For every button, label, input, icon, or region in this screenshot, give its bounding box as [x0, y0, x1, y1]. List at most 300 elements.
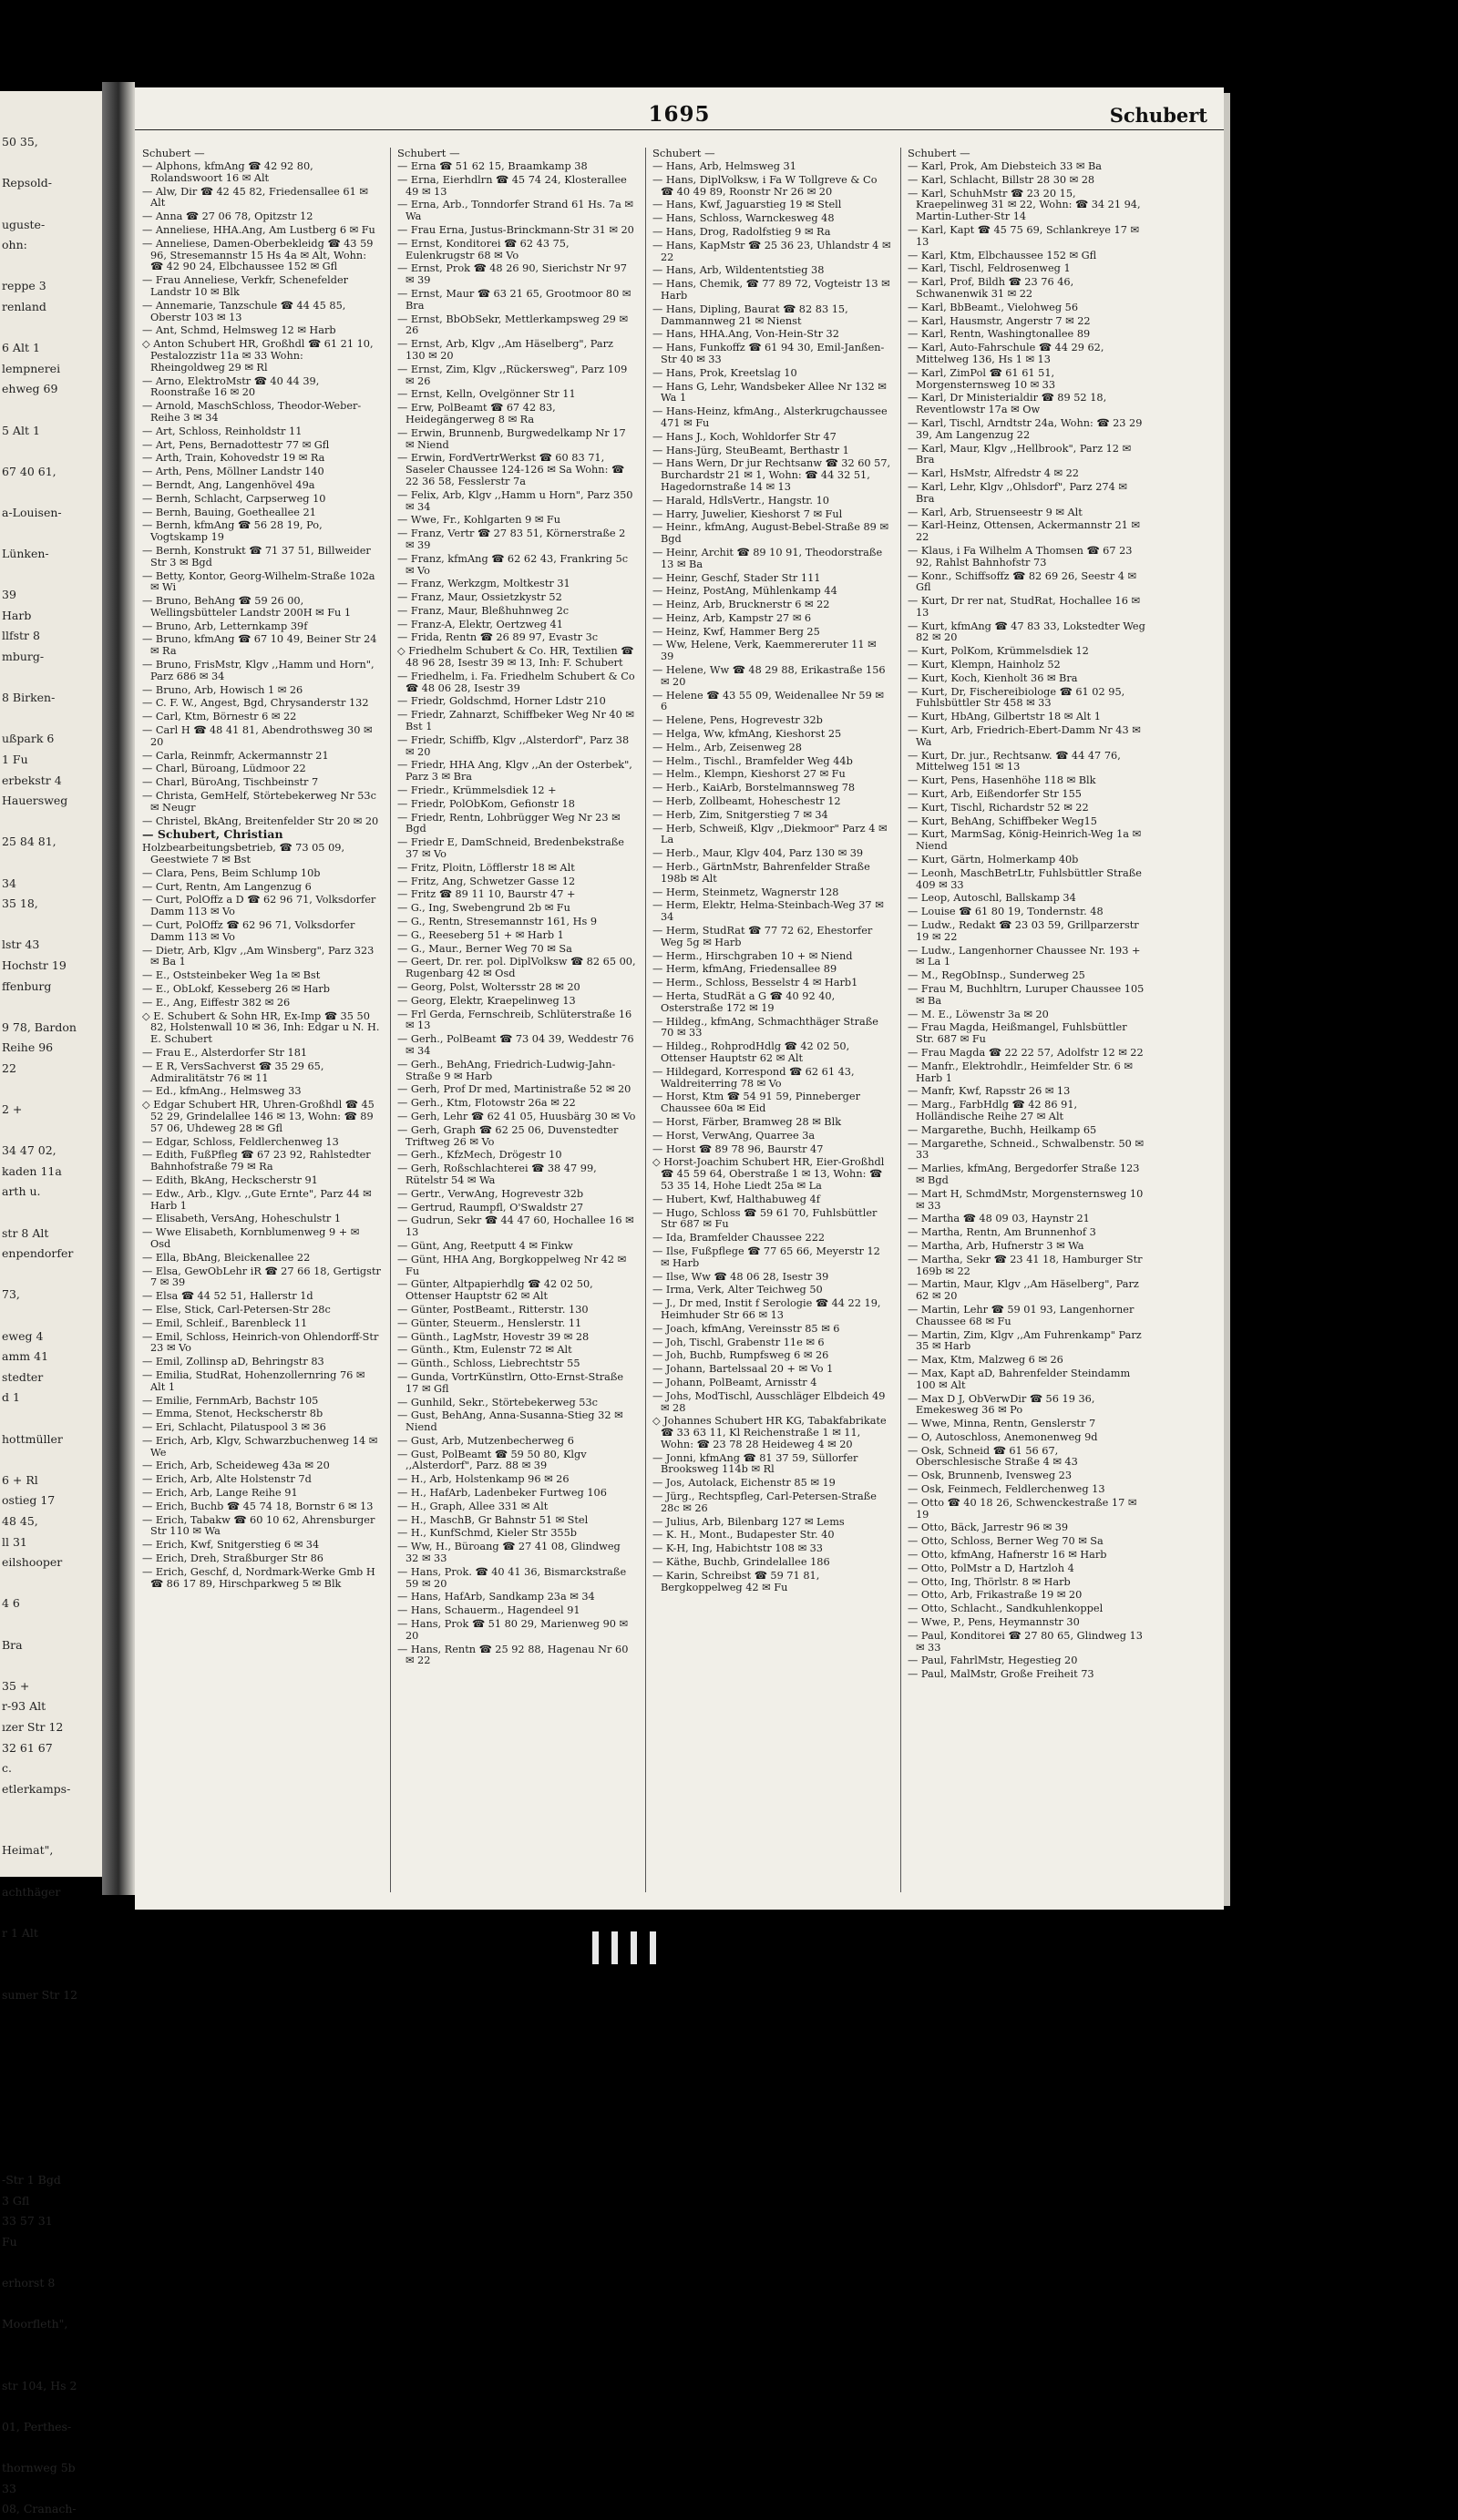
directory-entry: — Friedr, Goldschmd, Horner Ldstr 210 — [397, 695, 606, 708]
directory-entry: — Manfr., Elektrohdlr., Heimfelder Str. 6 ✉ Harb 1 — [908, 1060, 1133, 1084]
directory-entry: — Herb, Zim, Snitgerstieg 7 ✉ 34 — [652, 808, 828, 821]
directory-entry: — Hans, Prok ☎ 51 80 29, Marienweg 90 ✉ 20 — [397, 1618, 629, 1642]
directory-entry: — Hans, DiplVolksw, i Fa W Tollgreve & Co ☎ 40 49 89, Roonstr Nr 26 ✉ 20 — [652, 173, 878, 198]
directory-entry: — Paul, MalMstr, Große Freiheit 73 — [908, 1668, 1094, 1681]
directory-entry: — Hans, HHA.Ang, Von-Hein-Str 32 — [652, 328, 839, 341]
directory-entry: — Heinr, Archit ☎ 89 10 91, Theodorstraße 13 ✉ Ba — [652, 546, 883, 570]
directory-entry: — Heinz, Arb, Brucknerstr 6 ✉ 22 — [652, 599, 830, 611]
left-page-fragment: Fu — [2, 2234, 17, 2249]
left-page-fragment: 48 45, — [2, 1513, 38, 1528]
directory-entry: — Martha, Sekr ☎ 23 41 18, Hamburger Str 169b ✉ 22 — [908, 1253, 1143, 1277]
left-page-fragment: lempnerei — [2, 361, 61, 375]
book-spine — [102, 82, 135, 1895]
directory-entry: — Paul, FahrlMstr, Hegestieg 20 — [908, 1654, 1078, 1667]
left-page-fragment: eilshooper — [2, 1555, 63, 1570]
directory-entry: — Hildeg., RohprodHdlg ☎ 42 02 50, Ottenser Hauptstr 62 ✉ Alt — [652, 1040, 850, 1064]
directory-entry: — Emilia, StudRat, Hohenzollernring 76 ✉ Alt 1 — [142, 1368, 365, 1393]
directory-entry: — Georg, Elektr, Kraepelinweg 13 — [397, 994, 576, 1007]
left-page-fragment — [0, 565, 102, 586]
directory-entry: — Charl, BüroAng, Tischbeinstr 7 — [142, 776, 319, 789]
directory-entry: — Emilie, FernmArb, Bachstr 105 — [142, 1394, 319, 1407]
directory-entry: — Schubert, Christian — [142, 827, 283, 842]
left-page-fragment — [0, 812, 102, 833]
directory-entry: — Günt, Ang, Reetputt 4 ✉ Finkw — [397, 1239, 573, 1252]
directory-entry: — Herm, kfmAng, Friedensallee 89 — [652, 963, 837, 976]
left-page-fragment: mburg- — [2, 650, 45, 664]
directory-entry: — Herm., Schloss, Besselstr 4 ✉ Harb1 — [652, 977, 858, 989]
left-page-fragment — [0, 112, 102, 133]
left-page-fragment — [0, 2438, 102, 2459]
directory-entry: — Martha, Arb, Hufnerstr 3 ✉ Wa — [908, 1239, 1084, 1252]
directory-entry: — Wwe, P., Pens, Heymannstr 30 — [908, 1616, 1080, 1629]
directory-entry: — Geert, Dr. rer. pol. DiplVolksw ☎ 82 65 00, Rugenbarg 42 ✉ Osd — [397, 956, 636, 980]
directory-entry: — Gudrun, Sekr ☎ 44 47 60, Hochallee 16 ✉ 13 — [397, 1214, 634, 1239]
directory-entry: — Hans, Schloss, Warnckesweg 48 — [652, 212, 835, 225]
directory-entry: — Helm., Klempn, Kieshorst 27 ✉ Fu — [652, 768, 846, 781]
directory-entry: — Curt, PolOffz ☎ 62 96 71, Volksdorfer Damm 113 ✉ Vo — [142, 919, 355, 943]
directory-entry: — Erwin, FordVertrWerkst ☎ 60 83 71, Saseler Chaussee 124-126 ✉ Sa Wohn: ☎ 22 36 58, Fesslerstr 7a — [397, 452, 625, 487]
directory-entry: — Erich, Dreh, Straßburger Str 86 — [142, 1552, 323, 1565]
directory-entry: — Martin, Maur, Klgv ,,Am Häselberg", Parz 62 ✉ 20 — [908, 1278, 1139, 1303]
directory-entry: — Annemarie, Tanzschule ☎ 44 45 85, Oberstr 103 ✉ 13 — [142, 299, 346, 323]
directory-entry: — Erich, Buchb ☎ 45 74 18, Bornstr 6 ✉ 13 — [142, 1500, 374, 1512]
directory-entry: — Martha, Rentn, Am Brunnenhof 3 — [908, 1226, 1096, 1239]
directory-entry: — Otto, Schlacht., Sandkuhlenkoppel — [908, 1603, 1104, 1615]
directory-entry: — Otto, kfmAng, Hafnerstr 16 ✉ Harb — [908, 1549, 1107, 1562]
directory-entry: — Hans, Prok. ☎ 40 41 36, Bismarckstraße 59 ✉ 20 — [397, 1565, 627, 1590]
left-page-fragment: str 104, Hs 2 — [2, 2378, 77, 2392]
directory-entry: — Karl, Rentn, Washingtonallee 89 — [908, 328, 1091, 341]
directory-entry: — Martin, Zim, Klgv ,,Am Fuhrenkamp" Parz 35 ✉ Harb — [908, 1328, 1142, 1353]
directory-entry: — Herb, Schweiß, Klgv ,,Diekmoor" Parz 4 ✉ La — [652, 822, 888, 846]
directory-entry: — Hans J., Koch, Wohldorfer Str 47 — [652, 430, 837, 443]
directory-entry: — Klaus, i Fa Wilhelm A Thomsen ☎ 67 23 92, Rahlst Bahnhofstr 73 — [908, 544, 1133, 569]
left-page-fragment: r-93 Alt — [2, 1699, 46, 1714]
left-page-fragment: kaden 11a — [2, 1163, 62, 1178]
left-page-fragment — [0, 2149, 102, 2170]
directory-entry: — Karl, Lehr, Klgv ,,Ohlsdorf", Parz 274 ✉ Bra — [908, 480, 1127, 505]
directory-entry: — Gunda, VortrKünstlrn, Otto-Ernst-Straße 17 ✉ Gfl — [397, 1370, 624, 1395]
left-page-fragment: ostieg 17 — [2, 1493, 56, 1508]
directory-entry: — Osk, Brunnenb, Ivensweg 23 — [908, 1470, 1073, 1482]
directory-entry: — Carl H ☎ 48 41 81, Abendrothsweg 30 ✉ 20 — [142, 724, 373, 748]
directory-entry: — Berndt, Ang, Langenhövel 49a — [142, 478, 315, 491]
left-page-fragment: 08, Cranach- — [2, 2502, 77, 2516]
directory-entry: — Otto, Arb, Frikastraße 19 ✉ 20 — [908, 1589, 1083, 1602]
directory-entry: — Johs, ModTischl, Ausschläger Elbdeich 49 ✉ 28 — [652, 1389, 886, 1414]
directory-entry: — Hans, Prok, Kreetslag 10 — [652, 366, 797, 379]
directory-entry: — Karl-Heinz, Ottensen, Ackermannstr 21 ✉ 22 — [908, 519, 1140, 544]
left-page-fragment — [0, 153, 102, 174]
directory-entry: — Kurt, Dr, Fischereibiologe ☎ 61 02 95, Fuhlsbüttler Str 458 ✉ 33 — [908, 685, 1125, 710]
left-page-fragment — [0, 997, 102, 1018]
directory-entry: — Hildeg., kfmAng, Schmachthäger Straße 70 ✉ 33 — [652, 1015, 878, 1040]
directory-entry: — Otto, Schloss, Berner Weg 70 ✉ Sa — [908, 1535, 1104, 1548]
directory-entry: — Ant, Schmd, Helmsweg 12 ✉ Harb — [142, 324, 336, 337]
directory-entry: — K. H., Mont., Budapester Str. 40 — [652, 1529, 835, 1542]
directory-entry: — Herb., GärtnMstr, Bahrenfelder Straße 198b ✉ Alt — [652, 861, 870, 885]
directory-entry: — Louise ☎ 61 80 19, Tondernstr. 48 — [908, 906, 1104, 918]
directory-entry: — Ilse, Ww ☎ 48 06 28, Isestr 39 — [652, 1270, 829, 1283]
directory-entry: — Bernh, Konstrukt ☎ 71 37 51, Billweider Str 3 ✉ Bgd — [142, 544, 371, 569]
left-page-fragment: eweg 4 — [2, 1328, 44, 1343]
left-page-fragment — [0, 482, 102, 503]
left-page-fragment: reppe 3 — [2, 279, 46, 293]
directory-entry: — Friedr, Rentn, Lohbrügger Weg Nr 23 ✉ Bgd — [397, 811, 621, 835]
directory-entry: — Kurt, Dr rer nat, StudRat, Hochallee 16 ✉ 13 — [908, 595, 1140, 619]
left-page-fragment: 35 18, — [2, 896, 38, 911]
directory-entry: — Karl, BbBeamt., Vielohweg 56 — [908, 301, 1079, 313]
left-page-fragment — [0, 1902, 102, 1923]
left-page-fragment: ızer Str 12 — [2, 1719, 64, 1734]
directory-entry: — Kurt, HbAng, Gilbertstr 18 ✉ Alt 1 — [908, 711, 1101, 723]
directory-entry: — Osk, Schneid ☎ 61 56 67, Oberschlesische Straße 4 ✉ 43 — [908, 1444, 1078, 1469]
directory-entry: — Karl, Maur, Klgv ,,Hellbrook", Parz 12 ✉ Bra — [908, 442, 1132, 466]
left-page-fragment: erhorst 8 — [2, 2275, 56, 2290]
directory-entry: — Erich, Arb, Lange Reihe 91 — [142, 1487, 298, 1500]
directory-entry: — Konr., Schiffsoffz ☎ 82 69 26, Seestr 4 ✉ Gfl — [908, 569, 1137, 594]
directory-entry: — Herm, Steinmetz, Wagnerstr 128 — [652, 886, 839, 898]
directory-entry: — Hans, Arb, Wildententstieg 38 — [652, 264, 825, 277]
directory-entry: — Gunhild, Sekr., Störtebekerweg 53c — [397, 1396, 599, 1409]
left-page-fragment: enpendorfer — [2, 1246, 74, 1261]
directory-entry: — Curt, PolOffz a D ☎ 62 96 71, Volksdorfer Damm 113 ✉ Vo — [142, 894, 376, 918]
left-page-fragment: 3 Gfl — [2, 2193, 30, 2208]
directory-entry: — Fritz, Ploitn, Löfflerstr 18 ✉ Alt — [397, 861, 575, 874]
directory-entry: — Hildegard, Korrespond ☎ 62 61 43, Waldreiterring 78 ✉ Vo — [652, 1065, 855, 1090]
directory-entry: — H., MaschB, Gr Bahnstr 51 ✉ Stel — [397, 1513, 589, 1526]
directory-entry: — Hans, Funkoffz ☎ 61 94 30, Emil-Janßen-Str 40 ✉ 33 — [652, 342, 885, 365]
left-page-fragment: 33 57 31 — [2, 2214, 53, 2228]
left-page-fragment: hottmüller — [2, 1431, 63, 1446]
left-page-fragment: ußpark 6 — [2, 732, 55, 746]
directory-entry: — Edw., Arb., Klgv. ,,Gute Ernte", Parz 44 ✉ Harb 1 — [142, 1187, 372, 1212]
directory-entry: — Bruno, BehAng ☎ 59 26 00, Wellingsbütteler Landstr 200H ✉ Fu 1 — [142, 595, 352, 619]
directory-entry: — Leop, Autoschl, Ballskamp 34 — [908, 892, 1076, 905]
directory-entry: — Bernh, Schlacht, Carpserweg 10 — [142, 492, 326, 505]
directory-entry: — Osk, Feinmech, Feldlerchenweg 13 — [908, 1483, 1105, 1496]
directory-entry: — Art, Pens, Bernadottestr 77 ✉ Gfl — [142, 438, 330, 451]
directory-entry: — C. F. W., Angest, Bgd, Chrysanderstr 132 — [142, 697, 369, 710]
directory-entry: — Bernh, kfmAng ☎ 56 28 19, Po, Vogtskamp 19 — [142, 519, 323, 544]
directory-entry: — Otto, Ing, Thörlstr. 8 ✉ Harb — [908, 1575, 1071, 1588]
directory-entry: — Julius, Arb, Bilenbarg 127 ✉ Lems — [652, 1515, 845, 1528]
directory-entry: — Carl, Ktm, Börnestr 6 ✉ 22 — [142, 711, 297, 723]
page-edge-shadow — [1224, 93, 1230, 1906]
left-page-fragment: 34 47 02, — [2, 1143, 56, 1158]
directory-entry: — Felix, Arb, Klgv ,,Hamm u Horn", Parz 350 ✉ 34 — [397, 488, 633, 513]
directory-entry: — Herb., KaiArb, Borstelmannsweg 78 — [652, 782, 856, 794]
directory-entry: — Ilse, Fußpflege ☎ 77 65 66, Meyerstr 12 ✉ Harb — [652, 1245, 880, 1269]
directory-entry: — Erich, Arb, Scheideweg 43a ✉ 20 — [142, 1460, 330, 1472]
directory-entry: — Arth, Train, Kohovedstr 19 ✉ Ra — [142, 452, 325, 465]
left-page-fragment — [0, 1203, 102, 1224]
left-page-fragment — [0, 441, 102, 462]
directory-entry: ◇ Edgar Schubert HR, Uhren-Großhdl ☎ 45 52 29, Grindelallee 146 ✉ 13, Wohn: ☎ 89 57 06, Uhdeweg 28 ✉ Gfl — [142, 1099, 375, 1134]
directory-entry: — Erw, PolBeamt ☎ 67 42 83, Heidegängerweg 8 ✉ Ra — [397, 402, 556, 425]
left-page-fragment — [0, 1450, 102, 1470]
directory-entry: — Friedhelm, i. Fa. Friedhelm Schubert & Co ☎ 48 06 28, Isestr 39 — [397, 670, 635, 694]
directory-entry: — Paul, Konditorei ☎ 27 80 65, Glindweg 13 ✉ 33 — [908, 1629, 1143, 1654]
directory-entry: — Karl, Kapt ☎ 45 75 69, Schlankreye 17 ✉ 13 — [908, 223, 1139, 248]
directory-entry: — Dietr, Arb, Klgv ,,Am Winsberg", Parz 323 ✉ Ba 1 — [142, 944, 375, 968]
left-page-fragment — [0, 2067, 102, 2088]
left-page-fragment — [0, 915, 102, 936]
left-page-fragment: Moorfleth", — [2, 2317, 68, 2331]
directory-entry: — Helm., Arb, Zeisenweg 28 — [652, 741, 802, 753]
directory-entry: — Friedr, HHA Ang, Klgv ,,An der Osterbek", Parz 3 ✉ Bra — [397, 759, 632, 784]
column-heading: Schubert — — [397, 147, 460, 159]
left-page-fragment: 4 6 — [2, 1596, 20, 1611]
left-page-fragment — [0, 709, 102, 730]
directory-entry: — Wwe Elisabeth, Kornblumenweg 9 + ✉ Osd — [142, 1226, 360, 1250]
directory-page — [135, 87, 1224, 1910]
left-page-fragment: Hochstr 19 — [2, 958, 67, 972]
directory-entry: — Erich, Arb, Alte Holstenstr 7d — [142, 1473, 312, 1486]
directory-entry: — Gerh, Lehr ☎ 62 41 05, Huusbärg 30 ✉ Vo — [397, 1110, 636, 1122]
left-page-fragment: 9 78, Bardon — [2, 1019, 77, 1034]
left-page-fragment — [0, 1861, 102, 1882]
directory-entry: — Gerh, Graph ☎ 62 25 06, Duvenstedter Triftweg 26 ✉ Vo — [397, 1123, 619, 1148]
directory-entry: — Margarethe, Schneid., Schwalbenstr. 50 ✉ 33 — [908, 1137, 1144, 1162]
directory-entry: — Frau M, Buchhltrn, Luruper Chaussee 105 ✉ Ba — [908, 983, 1145, 1007]
directory-entry: — Ernst, Konditorei ☎ 62 43 75, Eulenkrugstr 68 ✉ Vo — [397, 237, 570, 261]
directory-entry: — Arth, Pens, Möllner Landstr 140 — [142, 466, 324, 478]
directory-entry: — G., Ing, Swebengrund 2b ✉ Fu — [397, 902, 570, 915]
left-page-fragment: 8 Birken- — [2, 691, 56, 705]
left-page-fragment — [0, 1655, 102, 1676]
left-page-fragment: Hauersweg — [2, 794, 68, 808]
directory-entry: — Otto, Bäck, Jarrestr 96 ✉ 39 — [908, 1521, 1069, 1534]
directory-entry: — Kurt, Koch, Kienholt 36 ✉ Bra — [908, 671, 1078, 684]
directory-entry: — Kurt, BehAng, Schiffbeker Weg15 — [908, 814, 1097, 827]
directory-entry: — E., ObLokf, Kesseberg 26 ✉ Harb — [142, 983, 330, 995]
directory-entry: — Mart H, SchmdMstr, Morgensternsweg 10 ✉ 33 — [908, 1187, 1144, 1212]
directory-entry: — Frau Magda, Heißmangel, Fuhlsbüttler Str. 687 ✉ Fu — [908, 1021, 1127, 1046]
directory-entry: — Gust, PolBeamt ☎ 59 50 80, Klgv ,,Alsterdorf", Parz. 88 ✉ 39 — [397, 1448, 587, 1472]
left-page-fragment: thornweg 5b — [2, 2461, 76, 2475]
directory-entry: ◇ Horst-Joachim Schubert HR, Eier-Großhdl ☎ 45 59 64, Oberstraße 1 ✉ 13, Wohn: ☎ 53 35 14, Hohe Liedt 25a ✉ La — [652, 1156, 885, 1192]
left-page-fragment — [0, 2335, 102, 2356]
directory-entry: — Erich, Tabakw ☎ 60 10 62, Ahrensburger Str 110 ✉ Wa — [142, 1513, 375, 1538]
directory-entry: — Günth., LagMstr, Hovestr 39 ✉ 28 — [397, 1330, 590, 1343]
directory-entry: — Hans, KapMstr ☎ 25 36 23, Uhlandstr 4 ✉ 22 — [652, 239, 891, 263]
directory-entry: — Erna ☎ 51 62 15, Braamkamp 38 — [397, 160, 588, 172]
left-page-fragment: erbekstr 4 — [2, 773, 62, 787]
directory-entry: — G., Maur., Berner Weg 70 ✉ Sa — [397, 942, 572, 955]
directory-entry: — Max, Ktm, Malzweg 6 ✉ 26 — [908, 1354, 1063, 1367]
left-page-fragment: 6 + Rl — [2, 1472, 38, 1487]
left-page-fragment: ehweg 69 — [2, 382, 58, 396]
directory-entry: — Franz, Werkzgm, Moltkestr 31 — [397, 578, 570, 590]
directory-entry: — Helm., Tischl., Bramfelder Weg 44b — [652, 754, 853, 767]
left-page-fragment — [0, 2252, 102, 2273]
header-surname: Schubert — [1109, 104, 1207, 127]
directory-entry: — Erich, Geschf, d, Nordmark-Werke Gmb H ☎ 86 17 89, Hirschparkweg 5 ✉ Blk — [142, 1565, 375, 1590]
column-4 — [908, 148, 1146, 1897]
directory-entry: — Max D J, ObVerwDir ☎ 56 19 36, Emekesweg 36 ✉ Po — [908, 1392, 1095, 1417]
column-divider — [390, 148, 391, 1892]
column-divider — [645, 148, 646, 1892]
left-page-fragment: 01, Perthes- — [2, 2420, 72, 2434]
left-page-fragment — [0, 2046, 102, 2067]
directory-entry: — Günth., Ktm, Eulenstr 72 ✉ Alt — [397, 1344, 572, 1357]
left-page-fragment — [0, 1306, 102, 1327]
directory-entry: — Ernst, Maur ☎ 63 21 65, Grootmoor 80 ✉ Bra — [397, 287, 631, 312]
left-page-fragment: uguste- — [2, 217, 46, 231]
directory-entry: — Frida, Rentn ☎ 26 89 97, Evastr 3c — [397, 631, 599, 644]
left-page-fragment: Repsold- — [2, 176, 52, 190]
left-page-fragment: stedter — [2, 1369, 44, 1384]
directory-entry: — Günt, HHA Ang, Borgkoppelweg Nr 42 ✉ Fu — [397, 1253, 627, 1277]
directory-entry: — Karl, HsMstr, Alfredstr 4 ✉ 22 — [908, 467, 1079, 480]
directory-entry: — Kurt, Pens, Hasenhöhe 118 ✉ Blk — [908, 774, 1096, 787]
left-page-fragment: 73, — [2, 1287, 20, 1302]
left-page-fragment: a-Louisen- — [2, 505, 62, 519]
directory-entry: — Margarethe, Buchh, Heilkamp 65 — [908, 1123, 1097, 1136]
directory-entry: — H., Graph, Allee 331 ✉ Alt — [397, 1500, 549, 1512]
directory-entry: — Edith, BkAng, Heckscherstr 91 — [142, 1173, 318, 1186]
left-page-fragment — [0, 2088, 102, 2109]
directory-entry: — Johann, Bartelssaal 20 + ✉ Vo 1 — [652, 1363, 834, 1376]
directory-entry: — Max, Kapt aD, Bahrenfelder Steindamm 100 ✉ Alt — [908, 1367, 1131, 1391]
directory-entry: — Horst, Ktm ☎ 54 91 59, Pinneberger Chaussee 60a ✉ Eid — [652, 1091, 860, 1115]
directory-entry: — Hans-Heinz, kfmAng., Alsterkrugchaussee 471 ✉ Fu — [652, 405, 888, 429]
directory-entry: — Alw, Dir ☎ 42 45 82, Friedensallee 61 ✉ Alt — [142, 185, 368, 210]
directory-entry: — Wwe, Minna, Rentn, Genslerstr 7 — [908, 1418, 1096, 1430]
directory-entry: — Günter, Altpapierhdlg ☎ 42 02 50, Ottenser Hauptstr 62 ✉ Alt — [397, 1278, 593, 1303]
directory-entry: — Marlies, kfmAng, Bergedorfer Straße 123 ✉ Bgd — [908, 1163, 1140, 1186]
left-page-fragment — [0, 1409, 102, 1429]
directory-entry: — Günth., Schloss, Liebrechtstr 55 — [397, 1357, 580, 1370]
directory-entry: — Martin, Lehr ☎ 59 01 93, Langenhorner Chaussee 68 ✉ Fu — [908, 1303, 1135, 1327]
left-page-fragment — [0, 1799, 102, 1820]
directory-entry: — Manfr, Kwf, Rapsstr 26 ✉ 13 — [908, 1085, 1071, 1098]
directory-entry: — Jürg., Rechtspfleg, Carl-Petersen-Straße 28c ✉ 26 — [652, 1490, 877, 1514]
left-page-fragment: r 1 Alt — [2, 1925, 38, 1940]
directory-entry: — Hans Wern, Dr jur Rechtsanw ☎ 32 60 57, Burchardstr 21 ✉ 1, Wohn: ☎ 44 32 51, Hagedornstraße 14 ✉ 13 — [652, 457, 891, 493]
column-1 — [142, 148, 381, 1897]
page-number: 1695 — [648, 102, 711, 127]
left-page-fragment: sumer Str 12 — [2, 1987, 78, 2002]
directory-entry: — Ww, Helene, Verk, Kaemmereruter 11 ✉ 39 — [652, 639, 877, 663]
directory-entry: — Karl, Arb, Struenseestr 9 ✉ Alt — [908, 506, 1083, 518]
left-page-fragment: 39 — [2, 588, 16, 602]
directory-entry: — Hubert, Kwf, Halthabuweg 4f — [652, 1193, 820, 1205]
left-page-fragment: 1 Fu — [2, 753, 28, 766]
left-page-fragment: ffenburg — [2, 978, 52, 993]
directory-entry: — Gerh, Prof Dr med, Martinistraße 52 ✉ 20 — [397, 1083, 631, 1096]
directory-entry: — Karl, Tischl, Feldrosenweg 1 — [908, 262, 1071, 275]
directory-entry: — Erich, Arb, Klgv, Schwarzbuchenweg 14 ✉ We — [142, 1434, 378, 1459]
directory-entry: — Gertrud, Raumpfl, O'Swaldstr 27 — [397, 1201, 584, 1214]
directory-entry: — Leonh, MaschBetrLtr, Fuhlsbüttler Straße 409 ✉ 33 — [908, 866, 1142, 891]
directory-entry: — G., Rentn, Stresemannstr 161, Hs 9 — [397, 916, 598, 928]
directory-entry: — Wwe, Fr., Kohlgarten 9 ✉ Fu — [397, 514, 561, 527]
directory-entry: — Horst ☎ 89 78 96, Baurstr 47 — [652, 1142, 824, 1155]
directory-entry: — Otto, PolMstr a D, Hartzloh 4 — [908, 1562, 1074, 1574]
directory-entry: — Irma, Verk, Alter Teichweg 50 — [652, 1284, 823, 1296]
directory-entry: — Herm, Elektr, Helma-Steinbach-Weg 37 ✉ 34 — [652, 899, 884, 924]
directory-entry: — J., Dr med, Instit f Serologie ☎ 44 22 19, Heimhuder Str 66 ✉ 13 — [652, 1297, 881, 1321]
directory-entry: — Ed., kfmAng., Helmsweg 33 — [142, 1085, 302, 1098]
directory-entry: — Karl, Prof, Bildh ☎ 23 76 46, Schwanenwik 31 ✉ 22 — [908, 276, 1074, 300]
directory-entry: — M., RegObInsp., Sunderweg 25 — [908, 969, 1085, 982]
directory-entry: — Karl, Schlacht, Billstr 28 30 ✉ 28 — [908, 173, 1095, 186]
left-page-fragment — [0, 256, 102, 277]
directory-entry: — Kurt, MarmSag, König-Heinrich-Weg 1a ✉ Niend — [908, 828, 1142, 853]
left-page-fragment: Lünken- — [2, 547, 49, 561]
page-header — [135, 97, 1224, 130]
directory-entry: — Ww, H., Büroang ☎ 27 41 08, Glindweg 32 ✉ 33 — [397, 1541, 621, 1565]
directory-entry: — O, Autoschloss, Anemonenweg 9d — [908, 1430, 1098, 1443]
directory-entry: — Heinr., kfmAng, August-Bebel-Straße 89 ✉ Bgd — [652, 521, 888, 546]
left-page-fragment: arth u. — [2, 1184, 41, 1199]
directory-entry: — Fritz, Ang, Schwetzer Gasse 12 — [397, 875, 576, 887]
directory-entry: — Frau E., Alsterdorfer Str 181 — [142, 1046, 308, 1059]
left-page-fragment — [0, 1573, 102, 1594]
directory-entry: — Helene, Ww ☎ 48 29 88, Erikastraße 156 ✉ 20 — [652, 664, 886, 688]
column-divider — [900, 148, 901, 1892]
directory-entry: — Gust, Arb, Mutzenbecherweg 6 — [397, 1434, 574, 1447]
directory-entry: — Gerh., PolBeamt ☎ 73 04 39, Weddestr 76 ✉ 34 — [397, 1033, 634, 1057]
directory-entry: — E., Ang, Eiffestr 382 ✉ 26 — [142, 996, 291, 1009]
left-page-fragment: c. — [2, 1761, 12, 1776]
directory-entry: — Friedr, PolObKom, Gefionstr 18 — [397, 797, 575, 810]
directory-entry: — Gerh., Ktm, Flotowstr 26a ✉ 22 — [397, 1097, 576, 1110]
directory-entry: — H., KunfSchmd, Kieler Str 355b — [397, 1527, 577, 1540]
directory-entry: — Frau Magda ☎ 22 22 57, Adolfstr 12 ✉ 22 — [908, 1046, 1144, 1059]
left-page-fragment: str 8 Alt — [2, 1225, 49, 1240]
left-page-fragment: Reihe 96 — [2, 1040, 54, 1055]
directory-entry: — Hans, Arb, Helmsweg 31 — [652, 160, 796, 172]
directory-entry: — Kurt, Arb, Friedrich-Ebert-Damm Nr 43 ✉ Wa — [908, 724, 1141, 748]
directory-entry: — Heinz, Arb, Kampstr 27 ✉ 6 — [652, 611, 812, 624]
directory-entry: — Hans, Rentn ☎ 25 92 88, Hagenau Nr 60 ✉ 22 — [397, 1643, 629, 1667]
directory-entry: — Joach, kfmAng, Vereinsstr 85 ✉ 6 — [652, 1322, 840, 1335]
directory-entry: — Helene ☎ 43 55 09, Weidenallee Nr 59 ✉ 6 — [652, 689, 884, 713]
column-2 — [397, 148, 636, 1897]
directory-entry: — Frau Erna, Justus-Brinckmann-Str 31 ✉ 20 — [397, 223, 634, 236]
left-page-fragment — [0, 1964, 102, 1985]
directory-entry: — K-H, Ing, Habichtstr 108 ✉ 33 — [652, 1542, 823, 1555]
directory-entry: — E., Oststeinbeker Weg 1a ✉ Bst — [142, 969, 321, 982]
directory-entry: — Anna ☎ 27 06 78, Opitzstr 12 — [142, 210, 313, 223]
column-heading: Schubert — — [908, 147, 970, 159]
directory-entry: — Günter, PostBeamt., Ritterstr. 130 — [397, 1303, 589, 1316]
left-page-fragment: 32 61 67 — [2, 1740, 53, 1755]
directory-entry: — Joh, Buchb, Rumpfsweg 6 ✉ 26 — [652, 1349, 829, 1362]
directory-entry: — Ernst, Zim, Klgv ,,Rückersweg", Parz 109 ✉ 26 — [397, 363, 628, 387]
directory-entry: — Gerh., BehAng, Friedrich-Ludwig-Jahn-Straße 9 ✉ Harb — [397, 1058, 616, 1082]
directory-entry: Holzbearbeitungsbetrieb, ☎ 73 05 09, Geestwiete 7 ✉ Bst — [142, 842, 345, 866]
directory-entry: — Karl, Auto-Fahrschule ☎ 44 29 62, Mittelweg 136, Hs 1 ✉ 13 — [908, 342, 1104, 365]
left-page-fragment — [0, 1080, 102, 1101]
directory-entry: — Marg., FarbHdlg ☎ 42 86 91, Holländische Reihe 27 ✉ Alt — [908, 1099, 1078, 1122]
directory-entry: — Heinz, Kwf, Hammer Berg 25 — [652, 625, 820, 638]
directory-entry: — Karl, SchuhMstr ☎ 23 20 15, Kraepelinweg 31 ✉ 22, Wohn: ☎ 34 21 94, Martin-Luther-Str 14 — [908, 187, 1141, 223]
directory-entry: — M. E., Löwenstr 3a ✉ 20 — [908, 1008, 1049, 1020]
left-page-fragment — [0, 2129, 102, 2150]
directory-entry: — Franz-A, Elektr, Oertzweg 41 — [397, 618, 563, 630]
directory-entry: — Martha ☎ 48 09 03, Haynstr 21 — [908, 1213, 1090, 1225]
directory-entry: — Franz, Vertr ☎ 27 83 51, Körnerstraße 2 ✉ 39 — [397, 528, 626, 551]
left-page-fragment — [0, 2005, 102, 2026]
directory-entry: — Ludw., Langenhorner Chaussee Nr. 193 + ✉ La 1 — [908, 944, 1141, 968]
directory-entry: — Emil, Zollinsp aD, Behringstr 83 — [142, 1356, 324, 1368]
directory-entry: — Ida, Bramfelder Chaussee 222 — [652, 1232, 826, 1245]
directory-entry: — Kurt, Dr. jur., Rechtsanw. ☎ 44 47 76, Mittelweg 151 ✉ 13 — [908, 749, 1121, 773]
